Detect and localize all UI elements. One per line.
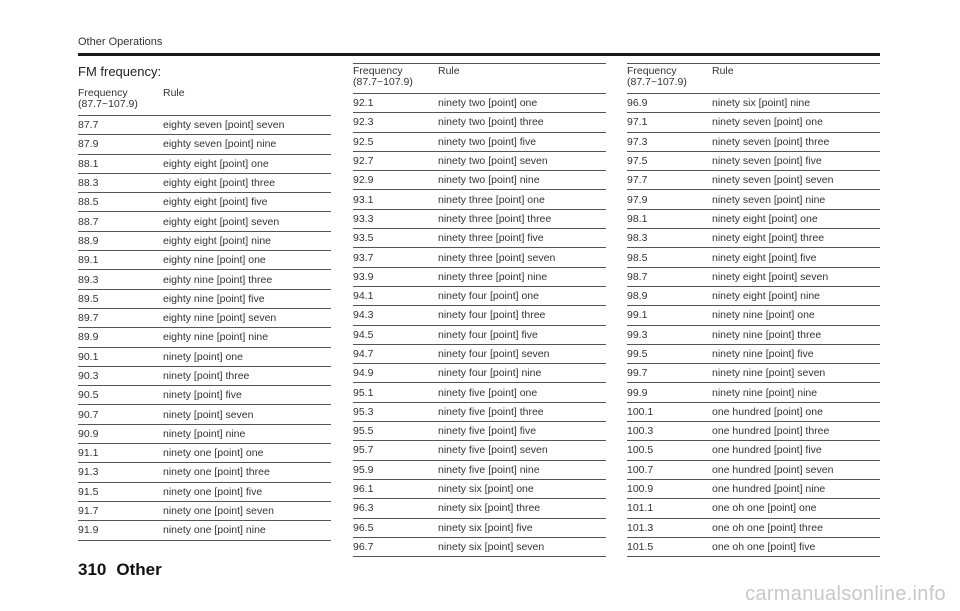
- rule-cell: ninety [point] one: [163, 350, 243, 363]
- table-row: [627, 480, 880, 499]
- rule-cell: ninety eight [point] three: [712, 232, 825, 245]
- frequency-cell: 91.5: [78, 485, 99, 498]
- table-row: [78, 483, 331, 502]
- frequency-cell: 96.7: [353, 540, 374, 553]
- rule-cell: ninety one [point] one: [163, 447, 264, 460]
- rule-cell: ninety two [point] nine: [438, 174, 540, 187]
- frequency-cell: 100.1: [627, 405, 654, 418]
- table-row: [78, 290, 331, 309]
- table-row: [353, 210, 606, 229]
- table-row: [353, 538, 606, 557]
- rule-cell: eighty eight [point] nine: [163, 234, 271, 247]
- frequency-cell: 89.7: [78, 312, 99, 325]
- frequency-table-3: [627, 63, 880, 557]
- frequency-cell: 88.7: [78, 215, 99, 228]
- frequency-cell: 87.9: [78, 138, 99, 151]
- frequency-cell: 100.3: [627, 425, 654, 438]
- rule-cell: ninety one [point] nine: [163, 524, 266, 537]
- rule-cell: eighty nine [point] five: [163, 292, 265, 305]
- frequency-cell: 98.3: [627, 232, 648, 245]
- frequency-range-label: (87.7~107.9): [353, 76, 413, 88]
- rule-cell: ninety eight [point] seven: [712, 270, 829, 283]
- watermark: carmanualsonline.info: [745, 583, 946, 605]
- frequency-cell: 90.9: [78, 427, 99, 440]
- frequency-cell: 91.1: [78, 447, 99, 460]
- frequency-cell: 88.3: [78, 177, 99, 190]
- table-body: [78, 116, 331, 541]
- table-header: [78, 86, 331, 116]
- table-row: [353, 171, 606, 190]
- rule-cell: ninety two [point] three: [438, 116, 544, 129]
- table-row: [78, 502, 331, 521]
- table-row: [627, 171, 880, 190]
- table-body: [353, 94, 606, 557]
- frequency-cell: 93.3: [353, 212, 374, 225]
- rule-cell: ninety three [point] five: [438, 232, 544, 245]
- frequency-cell: 91.3: [78, 466, 99, 479]
- table-row: [627, 422, 880, 441]
- table-row: [78, 386, 331, 405]
- rule-cell: ninety six [point] nine: [712, 97, 811, 110]
- frequency-cell: 93.9: [353, 270, 374, 283]
- frequency-cell: 96.1: [353, 483, 374, 496]
- footer-section: Other: [116, 560, 162, 579]
- rule-cell: eighty nine [point] nine: [163, 331, 269, 344]
- rule-cell: ninety seven [point] one: [712, 116, 823, 129]
- frequency-cell: 96.3: [353, 502, 374, 515]
- frequency-range-label: (87.7~107.9): [627, 76, 687, 88]
- rule-cell: eighty eight [point] seven: [163, 215, 280, 228]
- frequency-cell: 92.5: [353, 135, 374, 148]
- table-row: [353, 306, 606, 325]
- frequency-cell: 88.5: [78, 196, 99, 209]
- table-row: [353, 364, 606, 383]
- rule-cell: ninety six [point] five: [438, 521, 533, 534]
- frequency-cell: 89.5: [78, 292, 99, 305]
- table-row: [353, 403, 606, 422]
- rule-cell: eighty seven [point] seven: [163, 119, 285, 132]
- frequency-cell: 98.7: [627, 270, 648, 283]
- rule-cell: one oh one [point] five: [712, 540, 816, 553]
- frequency-cell: 101.5: [627, 540, 654, 553]
- table-body: [627, 94, 880, 557]
- table-row: [353, 441, 606, 460]
- rule-cell: ninety seven [point] seven: [712, 174, 834, 187]
- frequency-table-2: [353, 63, 606, 557]
- frequency-cell: 100.5: [627, 444, 654, 457]
- frequency-cell: 90.3: [78, 370, 99, 382]
- table-row: [627, 113, 880, 132]
- rule-cell: eighty eight [point] one: [163, 157, 269, 170]
- rule-cell: ninety eight [point] nine: [712, 290, 820, 303]
- frequency-cell: 99.1: [627, 309, 648, 322]
- table-row: [627, 403, 880, 422]
- frequency-cell: 98.9: [627, 290, 648, 303]
- rule-cell: ninety three [point] nine: [438, 270, 548, 283]
- rule-cell: ninety one [point] seven: [163, 505, 274, 518]
- rule-cell: ninety two [point] seven: [438, 155, 548, 168]
- rule-cell: one oh one [point] three: [712, 521, 823, 534]
- frequency-column-header: [78, 88, 163, 110]
- rule-cell: one hundred [point] five: [712, 444, 822, 457]
- frequency-cell: 96.5: [353, 521, 374, 534]
- rule-cell: ninety three [point] one: [438, 193, 545, 206]
- table-row: [627, 383, 880, 402]
- frequency-cell: 89.3: [78, 273, 99, 286]
- table-row: [353, 326, 606, 345]
- table-row: [78, 251, 331, 270]
- table-row: [353, 229, 606, 248]
- rule-cell: ninety six [point] one: [438, 483, 534, 496]
- frequency-cell: 94.3: [353, 309, 374, 322]
- table-row: [78, 405, 331, 424]
- rule-cell: ninety eight [point] five: [712, 251, 817, 264]
- frequency-cell: 97.5: [627, 155, 648, 168]
- frequency-cell: 88.1: [78, 157, 99, 170]
- table-row: [627, 229, 880, 248]
- frequency-cell: 94.9: [353, 367, 374, 380]
- table-row: [78, 232, 331, 251]
- table-row: [353, 190, 606, 209]
- frequency-cell: 99.5: [627, 348, 648, 360]
- table-row: [353, 248, 606, 267]
- table-row: [78, 212, 331, 231]
- frequency-cell: 98.5: [627, 251, 648, 264]
- table-row: [353, 345, 606, 364]
- rule-cell: ninety two [point] one: [438, 97, 538, 110]
- frequency-cell: 95.9: [353, 463, 374, 476]
- frequency-cell: 93.1: [353, 193, 374, 206]
- table-row: [627, 94, 880, 113]
- frequency-cell: 92.3: [353, 116, 374, 129]
- frequency-cell: 99.7: [627, 367, 648, 380]
- table-row: [627, 441, 880, 460]
- frequency-cell: 93.5: [353, 232, 374, 245]
- rule-cell: ninety nine [point] nine: [712, 386, 818, 399]
- table-row: [353, 268, 606, 287]
- table-row: [627, 326, 880, 345]
- table-row: [627, 345, 880, 364]
- frequency-label: Frequency: [78, 87, 128, 99]
- rule-cell: ninety seven [point] five: [712, 155, 822, 168]
- frequency-cell: 100.9: [627, 483, 654, 496]
- table-row: [353, 461, 606, 480]
- table-row: [627, 133, 880, 152]
- frequency-cell: 94.1: [353, 290, 374, 303]
- table-row: [353, 287, 606, 306]
- table-row: [627, 152, 880, 171]
- rule-cell: eighty eight [point] five: [163, 196, 268, 209]
- frequency-cell: 91.7: [78, 505, 99, 518]
- rule-cell: ninety five [point] one: [438, 386, 538, 399]
- frequency-cell: 92.7: [353, 155, 374, 168]
- table-row: [627, 461, 880, 480]
- frequency-cell: 97.9: [627, 193, 648, 206]
- frequency-cell: 93.7: [353, 251, 374, 264]
- table-row: [78, 367, 331, 386]
- table-row: [353, 480, 606, 499]
- frequency-cell: 99.3: [627, 328, 648, 341]
- header-rule: [78, 53, 880, 56]
- rule-cell: ninety nine [point] one: [712, 309, 815, 322]
- frequency-cell: 95.5: [353, 425, 374, 438]
- rule-cell: ninety four [point] nine: [438, 367, 542, 380]
- table-row: [78, 155, 331, 174]
- table-row: [78, 348, 331, 367]
- frequency-cell: 101.1: [627, 502, 654, 515]
- frequency-label: Frequency: [353, 65, 403, 77]
- table-row: [78, 521, 331, 540]
- page-number: 310: [78, 560, 107, 579]
- frequency-cell: 90.5: [78, 389, 99, 402]
- page-heading: FM frequency:: [78, 64, 162, 79]
- rule-cell: eighty seven [point] nine: [163, 138, 277, 151]
- rule-cell: eighty nine [point] seven: [163, 312, 277, 325]
- frequency-cell: 95.1: [353, 386, 374, 399]
- rule-cell: ninety seven [point] three: [712, 135, 830, 148]
- table-header: [627, 64, 880, 94]
- frequency-cell: 97.7: [627, 174, 648, 187]
- rule-cell: ninety one [point] three: [163, 466, 270, 479]
- table-row: [627, 499, 880, 518]
- rule-cell: one hundred [point] nine: [712, 483, 826, 496]
- rule-cell: ninety four [point] three: [438, 309, 546, 322]
- table-row: [627, 538, 880, 557]
- frequency-range-label: (87.7~107.9): [78, 98, 138, 110]
- rule-cell: eighty nine [point] one: [163, 254, 266, 267]
- table-row: [627, 268, 880, 287]
- frequency-cell: 89.9: [78, 331, 99, 344]
- table-row: [627, 210, 880, 229]
- section-header: Other Operations: [78, 36, 163, 48]
- rule-cell: ninety one [point] five: [163, 485, 263, 498]
- frequency-cell: 97.1: [627, 116, 648, 129]
- frequency-cell: 94.5: [353, 328, 374, 341]
- rule-cell: ninety [point] three: [163, 370, 250, 382]
- table-row: [78, 174, 331, 193]
- table-row: [353, 519, 606, 538]
- table-row: [353, 422, 606, 441]
- frequency-cell: 100.7: [627, 463, 654, 476]
- rule-cell: ninety six [point] three: [438, 502, 541, 515]
- rule-cell: ninety six [point] seven: [438, 540, 545, 553]
- rule-column-header: Rule: [163, 87, 185, 99]
- table-row: [353, 383, 606, 402]
- frequency-cell: 92.9: [353, 174, 374, 187]
- page-footer: [78, 560, 162, 580]
- table-row: [353, 133, 606, 152]
- frequency-cell: 89.1: [78, 254, 99, 267]
- rule-cell: one oh one [point] one: [712, 502, 817, 515]
- rule-cell: ninety four [point] seven: [438, 348, 550, 360]
- table-row: [353, 152, 606, 171]
- table-row: [78, 193, 331, 212]
- table-row: [627, 248, 880, 267]
- rule-cell: one hundred [point] one: [712, 405, 823, 418]
- rule-cell: ninety nine [point] seven: [712, 367, 826, 380]
- table-row: [78, 309, 331, 328]
- frequency-table-1: [78, 86, 331, 541]
- frequency-cell: 101.3: [627, 521, 654, 534]
- frequency-column-header: [353, 66, 438, 88]
- rule-cell: ninety nine [point] three: [712, 328, 822, 341]
- frequency-cell: 92.1: [353, 97, 374, 110]
- table-row: [627, 364, 880, 383]
- rule-cell: ninety five [point] seven: [438, 444, 548, 457]
- table-row: [78, 463, 331, 482]
- table-row: [78, 328, 331, 347]
- table-row: [353, 94, 606, 113]
- frequency-cell: 99.9: [627, 386, 648, 399]
- rule-cell: one hundred [point] seven: [712, 463, 834, 476]
- table-row: [627, 190, 880, 209]
- rule-cell: ninety four [point] five: [438, 328, 538, 341]
- frequency-cell: 97.3: [627, 135, 648, 148]
- frequency-cell: 95.3: [353, 405, 374, 418]
- frequency-cell: 96.9: [627, 97, 648, 110]
- table-row: [78, 444, 331, 463]
- table-header: [353, 64, 606, 94]
- frequency-cell: 88.9: [78, 234, 99, 247]
- table-row: [627, 306, 880, 325]
- rule-cell: ninety seven [point] nine: [712, 193, 826, 206]
- rule-cell: ninety five [point] five: [438, 425, 537, 438]
- rule-cell: ninety [point] seven: [163, 408, 254, 421]
- table-row: [78, 116, 331, 135]
- frequency-label: Frequency: [627, 65, 677, 77]
- frequency-cell: 90.7: [78, 408, 99, 421]
- rule-cell: ninety three [point] seven: [438, 251, 556, 264]
- rule-cell: ninety eight [point] one: [712, 212, 818, 225]
- rule-cell: ninety two [point] five: [438, 135, 537, 148]
- rule-column-header: Rule: [438, 65, 460, 77]
- rule-cell: ninety five [point] three: [438, 405, 544, 418]
- frequency-cell: 98.1: [627, 212, 648, 225]
- rule-cell: eighty eight [point] three: [163, 177, 276, 190]
- frequency-cell: 94.7: [353, 348, 374, 360]
- frequency-cell: 90.1: [78, 350, 99, 363]
- table-row: [353, 113, 606, 132]
- table-row: [78, 425, 331, 444]
- table-row: [627, 287, 880, 306]
- rule-cell: eighty nine [point] three: [163, 273, 273, 286]
- frequency-cell: 95.7: [353, 444, 374, 457]
- table-row: [353, 499, 606, 518]
- rule-cell: ninety three [point] three: [438, 212, 552, 225]
- frequency-column-header: [627, 66, 712, 88]
- rule-column-header: Rule: [712, 65, 734, 77]
- rule-cell: ninety nine [point] five: [712, 348, 814, 360]
- rule-cell: ninety five [point] nine: [438, 463, 540, 476]
- table-row: [78, 135, 331, 154]
- table-row: [78, 270, 331, 289]
- rule-cell: ninety [point] nine: [163, 427, 246, 440]
- frequency-cell: 91.9: [78, 524, 99, 537]
- frequency-cell: 87.7: [78, 119, 99, 132]
- rule-cell: ninety four [point] one: [438, 290, 539, 303]
- rule-cell: ninety [point] five: [163, 389, 242, 402]
- rule-cell: one hundred [point] three: [712, 425, 830, 438]
- table-row: [627, 519, 880, 538]
